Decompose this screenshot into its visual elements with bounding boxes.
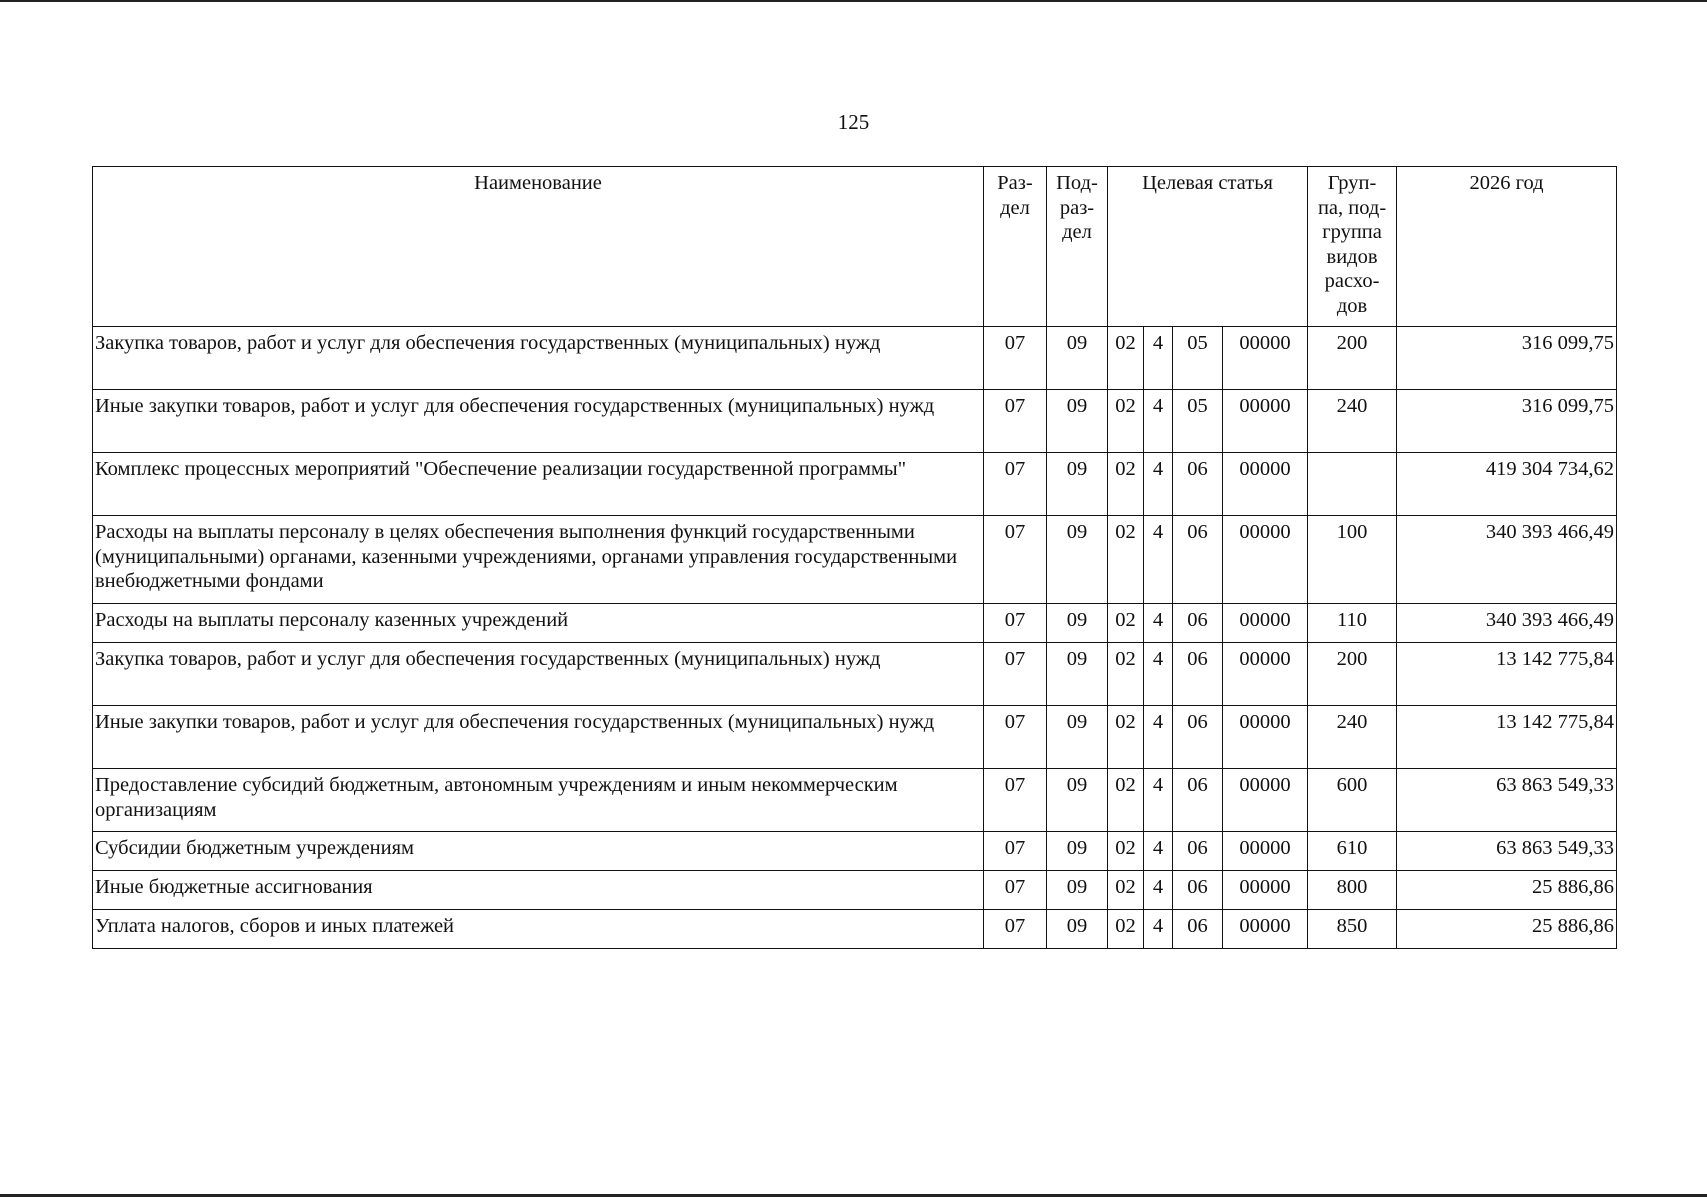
header-year-2026: 2026 год xyxy=(1397,167,1617,327)
cell-target-complex: 06 xyxy=(1173,871,1223,910)
cell-target-program: 02 xyxy=(1108,453,1144,516)
scan-top-edge xyxy=(0,0,1707,2)
table-row xyxy=(93,871,1617,910)
cell-podrazdel: 09 xyxy=(1047,390,1108,453)
cell-target-type: 4 xyxy=(1144,390,1173,453)
cell-podrazdel: 09 xyxy=(1047,871,1108,910)
cell-target-type: 4 xyxy=(1144,910,1173,949)
cell-target-complex: 06 xyxy=(1173,643,1223,706)
cell-target-type: 4 xyxy=(1144,769,1173,832)
cell-target-direction: 00000 xyxy=(1223,871,1308,910)
cell-target-type: 4 xyxy=(1144,604,1173,643)
cell-target-complex: 06 xyxy=(1173,910,1223,949)
cell-target-type: 4 xyxy=(1144,453,1173,516)
header-podrazdel: Под- раз- дел xyxy=(1047,167,1108,327)
cell-name: Закупка товаров, работ и услуг для обеспечения государственных (муниципальных) нужд xyxy=(93,643,984,706)
cell-expense-group: 200 xyxy=(1308,643,1397,706)
cell-name: Комплекс процессных мероприятий "Обеспечение реализации государственной программы" xyxy=(93,453,984,516)
cell-expense-group: 100 xyxy=(1308,516,1397,604)
cell-target-program: 02 xyxy=(1108,604,1144,643)
cell-target-complex: 06 xyxy=(1173,453,1223,516)
table-row xyxy=(93,769,1617,832)
cell-podrazdel: 09 xyxy=(1047,769,1108,832)
cell-target-program: 02 xyxy=(1108,516,1144,604)
cell-podrazdel: 09 xyxy=(1047,327,1108,390)
table-row xyxy=(93,706,1617,769)
header-razdel: Раз- дел xyxy=(984,167,1047,327)
page-number: 125 xyxy=(837,110,870,134)
cell-razdel: 07 xyxy=(984,871,1047,910)
scan-bottom-edge xyxy=(0,1194,1707,1197)
cell-amount-2026: 340 393 466,49 xyxy=(1397,516,1617,604)
cell-target-complex: 06 xyxy=(1173,604,1223,643)
cell-expense-group: 600 xyxy=(1308,769,1397,832)
cell-razdel: 07 xyxy=(984,453,1047,516)
cell-target-direction: 00000 xyxy=(1223,604,1308,643)
cell-name: Иные бюджетные ассигнования xyxy=(93,871,984,910)
cell-amount-2026: 13 142 775,84 xyxy=(1397,706,1617,769)
cell-expense-group: 850 xyxy=(1308,910,1397,949)
cell-target-direction: 00000 xyxy=(1223,516,1308,604)
header-expense-group: Груп- па, под- группа видов расхо- дов xyxy=(1308,167,1397,327)
cell-podrazdel: 09 xyxy=(1047,453,1108,516)
cell-amount-2026: 63 863 549,33 xyxy=(1397,769,1617,832)
cell-razdel: 07 xyxy=(984,516,1047,604)
cell-amount-2026: 13 142 775,84 xyxy=(1397,643,1617,706)
cell-podrazdel: 09 xyxy=(1047,516,1108,604)
cell-target-complex: 06 xyxy=(1173,706,1223,769)
cell-razdel: 07 xyxy=(984,327,1047,390)
cell-razdel: 07 xyxy=(984,832,1047,871)
cell-razdel: 07 xyxy=(984,769,1047,832)
cell-amount-2026: 63 863 549,33 xyxy=(1397,832,1617,871)
cell-name: Иные закупки товаров, работ и услуг для обеспечения государственных (муниципальных) нужд xyxy=(93,390,984,453)
cell-target-program: 02 xyxy=(1108,390,1144,453)
cell-target-complex: 05 xyxy=(1173,327,1223,390)
cell-expense-group: 240 xyxy=(1308,390,1397,453)
cell-podrazdel: 09 xyxy=(1047,706,1108,769)
cell-name: Субсидии бюджетным учреждениям xyxy=(93,832,984,871)
cell-target-complex: 06 xyxy=(1173,516,1223,604)
cell-target-type: 4 xyxy=(1144,327,1173,390)
cell-target-complex: 06 xyxy=(1173,769,1223,832)
cell-target-direction: 00000 xyxy=(1223,832,1308,871)
header-name: Наименование xyxy=(93,167,984,327)
cell-razdel: 07 xyxy=(984,604,1047,643)
cell-razdel: 07 xyxy=(984,390,1047,453)
cell-name: Расходы на выплаты персоналу казенных учреждений xyxy=(93,604,984,643)
cell-expense-group: 200 xyxy=(1308,327,1397,390)
cell-razdel: 07 xyxy=(984,706,1047,769)
budget-table xyxy=(92,166,1617,949)
cell-amount-2026: 316 099,75 xyxy=(1397,327,1617,390)
cell-target-direction: 00000 xyxy=(1223,706,1308,769)
cell-target-direction: 00000 xyxy=(1223,769,1308,832)
table-row xyxy=(93,832,1617,871)
cell-razdel: 07 xyxy=(984,910,1047,949)
cell-podrazdel: 09 xyxy=(1047,604,1108,643)
cell-amount-2026: 419 304 734,62 xyxy=(1397,453,1617,516)
budget-table-container xyxy=(92,166,1617,949)
cell-amount-2026: 316 099,75 xyxy=(1397,390,1617,453)
header-target-article: Целевая статья xyxy=(1108,167,1308,327)
table-row xyxy=(93,604,1617,643)
cell-target-direction: 00000 xyxy=(1223,910,1308,949)
cell-podrazdel: 09 xyxy=(1047,643,1108,706)
cell-name: Уплата налогов, сборов и иных платежей xyxy=(93,910,984,949)
cell-target-complex: 05 xyxy=(1173,390,1223,453)
table-row xyxy=(93,327,1617,390)
cell-name: Иные закупки товаров, работ и услуг для обеспечения государственных (муниципальных) нужд xyxy=(93,706,984,769)
cell-target-type: 4 xyxy=(1144,643,1173,706)
cell-target-type: 4 xyxy=(1144,871,1173,910)
cell-target-program: 02 xyxy=(1108,327,1144,390)
table-row xyxy=(93,910,1617,949)
cell-podrazdel: 09 xyxy=(1047,832,1108,871)
cell-target-direction: 00000 xyxy=(1223,327,1308,390)
cell-expense-group xyxy=(1308,453,1397,516)
cell-razdel: 07 xyxy=(984,643,1047,706)
cell-target-program: 02 xyxy=(1108,706,1144,769)
cell-expense-group: 610 xyxy=(1308,832,1397,871)
table-row xyxy=(93,453,1617,516)
cell-podrazdel: 09 xyxy=(1047,910,1108,949)
cell-target-complex: 06 xyxy=(1173,832,1223,871)
cell-amount-2026: 25 886,86 xyxy=(1397,910,1617,949)
table-body xyxy=(93,327,1617,949)
cell-target-direction: 00000 xyxy=(1223,453,1308,516)
cell-target-type: 4 xyxy=(1144,832,1173,871)
cell-name: Закупка товаров, работ и услуг для обеспечения государственных (муниципальных) нужд xyxy=(93,327,984,390)
cell-target-type: 4 xyxy=(1144,706,1173,769)
cell-target-program: 02 xyxy=(1108,643,1144,706)
cell-expense-group: 800 xyxy=(1308,871,1397,910)
cell-expense-group: 240 xyxy=(1308,706,1397,769)
table-row xyxy=(93,390,1617,453)
cell-target-program: 02 xyxy=(1108,832,1144,871)
cell-target-program: 02 xyxy=(1108,910,1144,949)
cell-name: Расходы на выплаты персоналу в целях обеспечения выполнения функций государственными (муниципальными) органами, казенными учреждениями, органами управления государственными внебюджетными фондами xyxy=(93,516,984,604)
cell-target-program: 02 xyxy=(1108,769,1144,832)
cell-target-direction: 00000 xyxy=(1223,390,1308,453)
cell-target-program: 02 xyxy=(1108,871,1144,910)
cell-target-type: 4 xyxy=(1144,516,1173,604)
table-header-row xyxy=(93,167,1617,327)
cell-expense-group: 110 xyxy=(1308,604,1397,643)
table-row xyxy=(93,516,1617,604)
cell-name: Предоставление субсидий бюджетным, автономным учреждениям и иным некоммерческим организациям xyxy=(93,769,984,832)
cell-amount-2026: 340 393 466,49 xyxy=(1397,604,1617,643)
cell-amount-2026: 25 886,86 xyxy=(1397,871,1617,910)
table-row xyxy=(93,643,1617,706)
cell-target-direction: 00000 xyxy=(1223,643,1308,706)
